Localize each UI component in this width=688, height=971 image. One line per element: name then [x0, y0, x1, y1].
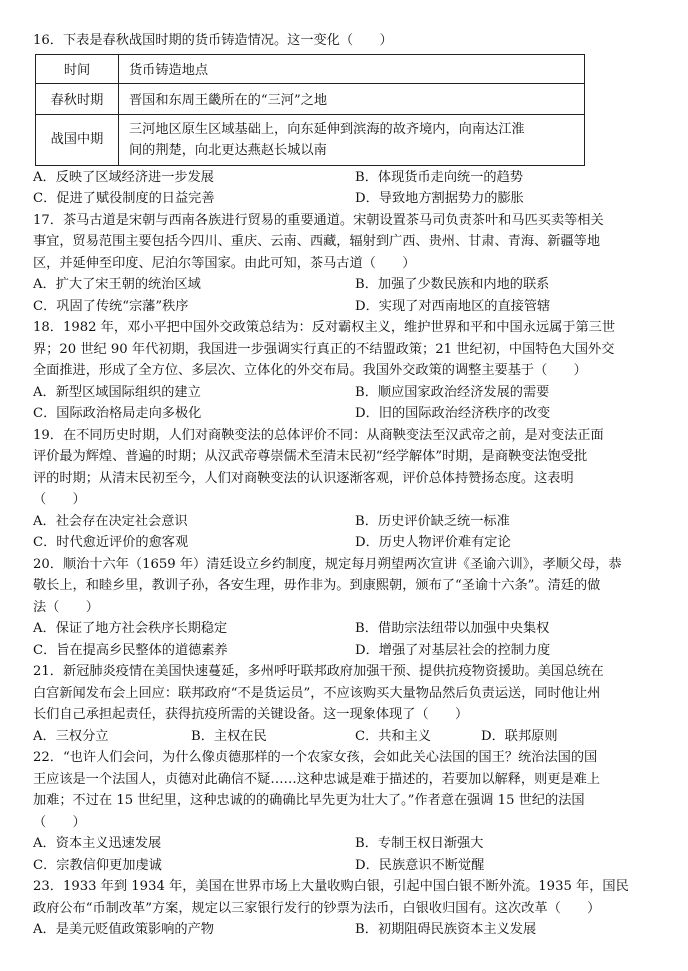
question-stem-line: 22．“也许人们会问，为什么像贞德那样的一个农家女孩，会如此关心法国的国王？统治法国的国	[33, 750, 598, 765]
option-row	[33, 855, 643, 877]
answer-option[interactable]: C．宗教信仰更加虔诚	[33, 857, 162, 873]
answer-option[interactable]: B．历史评价缺乏统一标准	[355, 513, 510, 529]
source-table	[35, 54, 585, 166]
question-stem-line: 界；20 世纪 90 年代初期，我国进一步强调实行真正的不结盟政策；21 世纪初，中国特色大国外交	[33, 341, 615, 357]
question-stem-line: 区，并延伸至印度、尼泊尔等国家。由此可知，茶马古道（ ）	[33, 255, 416, 271]
table-row	[36, 54, 585, 83]
option-row	[33, 618, 643, 640]
option-row	[33, 188, 643, 210]
table-cell-line: 货币铸造地点	[129, 63, 209, 78]
option-row	[33, 919, 643, 941]
answer-option[interactable]: C．促进了赋役制度的日益完善	[33, 191, 215, 206]
exam-page	[33, 30, 643, 941]
question-block	[33, 30, 643, 210]
table-cell	[119, 83, 585, 114]
question-stem-line: 加难；不过在 15 世纪里，这种忠诚的的确确比早先更为壮大了。”作者意在强调 15 世纪的法国	[33, 793, 585, 808]
question-stem-line: 长们自己承担起责任，获得抗疫所需的关键设备。这一现象体现了（ ）	[33, 707, 469, 722]
answer-option[interactable]: C．旨在提高乡民整体的道德素养	[33, 642, 228, 658]
table-row	[36, 114, 585, 165]
question-block	[33, 425, 643, 554]
question-stem-line: 17．茶马古道是宋朝与西南各族进行贸易的重要通道。宋朝设置茶马司负责茶叶和马匹买卖等相关	[33, 212, 604, 228]
question-stem-line: 法（ ）	[33, 599, 99, 615]
answer-option[interactable]: B．加强了少数民族和内地的联系	[355, 277, 550, 292]
question-stem-line: 全面推进，形成了全方位、多层次、立体化的外交布局。我国外交政策的调整主要基于（ ）	[33, 363, 587, 378]
table-cell-line: 间的荆楚，向北更达燕赵长城以南	[129, 142, 327, 158]
question-stem-line: 评价最为辉煌、普遍的时期；从汉武帝尊崇儒术至清末民初“经学解体”时期，是商鞅变法饱受批	[33, 449, 588, 464]
table-cell-line: 晋国和东周王畿所在的“三河”之地	[129, 93, 328, 108]
answer-option[interactable]: C．国际政治格局走向多极化	[33, 406, 202, 421]
question-block	[33, 210, 643, 318]
question-stem-line: 16．下表是春秋战国时期的货币铸造情况。这一变化（ ）	[33, 33, 393, 48]
answer-option[interactable]: D．导致地方割据势力的膨胀	[355, 191, 524, 206]
answer-option[interactable]: D．实现了对西南地区的直接管辖	[355, 298, 551, 314]
answer-option[interactable]: D．旧的国际政治经济秩序的改变	[355, 406, 551, 421]
answer-option[interactable]: A．新型区域国际组织的建立	[33, 384, 201, 400]
question-stem-line: （ ）	[33, 492, 86, 507]
answer-option[interactable]: D．历史人物评价难有定论	[355, 535, 511, 550]
answer-option[interactable]: A．社会存在决定社会意识	[33, 513, 188, 529]
table-cell	[119, 114, 585, 165]
answer-option[interactable]: B．体现货币走向统一的趋势	[355, 169, 523, 185]
answer-option[interactable]: A．资本主义迅速发展	[33, 836, 162, 851]
question-block	[33, 747, 643, 876]
answer-option[interactable]: C．时代愈近评价的愈客观	[33, 535, 189, 550]
option-row	[33, 640, 643, 662]
answer-option[interactable]: B．专制王权日渐强大	[355, 836, 484, 851]
option-row	[33, 726, 643, 748]
option-row	[33, 833, 643, 855]
question-stem-line: 王应该是一个法国人，贞德对此确信不疑……这种忠诚是难于描述的，若要加以解释，则更是难上	[33, 771, 601, 787]
answer-option[interactable]: A．反映了区域经济进一步发展	[33, 169, 214, 185]
option-row	[33, 167, 643, 189]
question-stem-line: 白宫新闻发布会上回应：联邦政府“不是货运员”，不应该购买大量物品然后负责运送，同时他让州	[33, 685, 601, 701]
option-row	[33, 532, 643, 554]
table-row-header: 春秋时期	[36, 83, 119, 114]
option-row	[33, 274, 643, 296]
table-row-header: 时间	[36, 54, 119, 83]
question-stem-line: 20．顺治十六年（1659 年）清廷设立乡约制度，规定每月朔望两次宣讲《圣谕六训》，孝顺父母，恭	[33, 556, 622, 572]
option-row	[33, 511, 643, 533]
table-row	[36, 83, 585, 114]
answer-option[interactable]: C．巩固了传统“宗藩”秩序	[33, 298, 189, 314]
answer-option[interactable]: D．民族意识不断觉醒	[355, 857, 485, 873]
answer-option[interactable]: D．联邦原则	[481, 728, 558, 744]
question-block	[33, 876, 643, 941]
answer-option[interactable]: A．三权分立	[33, 728, 109, 744]
question-stem-line: 事宜，贸易范围主要包括今四川、重庆、云南、西藏，辐射到广西、贵州、甘肃、青海、新疆等地	[33, 234, 601, 249]
question-stem-line: 19．在不同历史时期，人们对商鞅变法的总体评价不同：从商鞅变法至汉武帝之前，是对变法正面	[33, 427, 604, 443]
answer-option[interactable]: A．扩大了宋王朝的统治区域	[33, 277, 201, 292]
question-stem-line: 21．新冠肺炎疫情在美国快速蔓延，多州呼吁联邦政府加强干预、提供抗疫物资援助。美国总统在	[33, 664, 604, 679]
option-row	[33, 382, 643, 404]
table-cell	[119, 54, 585, 83]
answer-option[interactable]: B．主权在民	[191, 728, 267, 744]
option-row	[33, 296, 643, 318]
question-block	[33, 661, 643, 747]
table-cell-line: 三河地区原生区域基础上，向东延伸到滨海的故齐境内，向南达江淮	[129, 121, 525, 137]
answer-option[interactable]: C．共和主义	[355, 728, 432, 744]
answer-option[interactable]: D．增强了对基层社会的控制力度	[355, 642, 551, 658]
answer-option[interactable]: B．初期阻碍民族资本主义发展	[355, 922, 537, 937]
answer-option[interactable]: A．保证了地方社会秩序长期稳定	[33, 621, 228, 636]
question-stem-line: 敬长上，和睦乡里，教训子孙，各安生理，毋作非为。到康熙朝，颁布了“圣谕十六条”。清廷的做	[33, 578, 601, 593]
table-row-header: 战国中期	[36, 114, 119, 165]
question-block	[33, 317, 643, 425]
question-stem-line: 评的时期；从清末民初至今，人们对商鞅变法的认识逐渐客观，评价总体持赞扬态度。这表明	[33, 470, 574, 486]
question-stem-line: 政府公布“币制改革”方案，规定以三家银行发行的钞票为法币，白银收归国有。这次改革（ ）	[33, 900, 601, 916]
question-stem-line: （ ）	[33, 814, 86, 830]
question-stem-line: 18．1982 年，邓小平把中国外交政策总结为：反对霸权主义，维护世界和平和中国永远属于第三世	[33, 320, 616, 335]
answer-option[interactable]: A．是美元贬值政策影响的产物	[33, 922, 214, 937]
answer-option[interactable]: B．顺应国家政治经济发展的需要	[355, 384, 550, 400]
question-stem-line: 23．1933 年到 1934 年，美国在世界市场上大量收购白银，引起中国白银不断外流。1935 年，国民	[33, 879, 629, 894]
answer-option[interactable]: B．借助宗法纽带以加强中央集权	[355, 621, 550, 636]
question-block	[33, 554, 643, 662]
option-row	[33, 403, 643, 425]
